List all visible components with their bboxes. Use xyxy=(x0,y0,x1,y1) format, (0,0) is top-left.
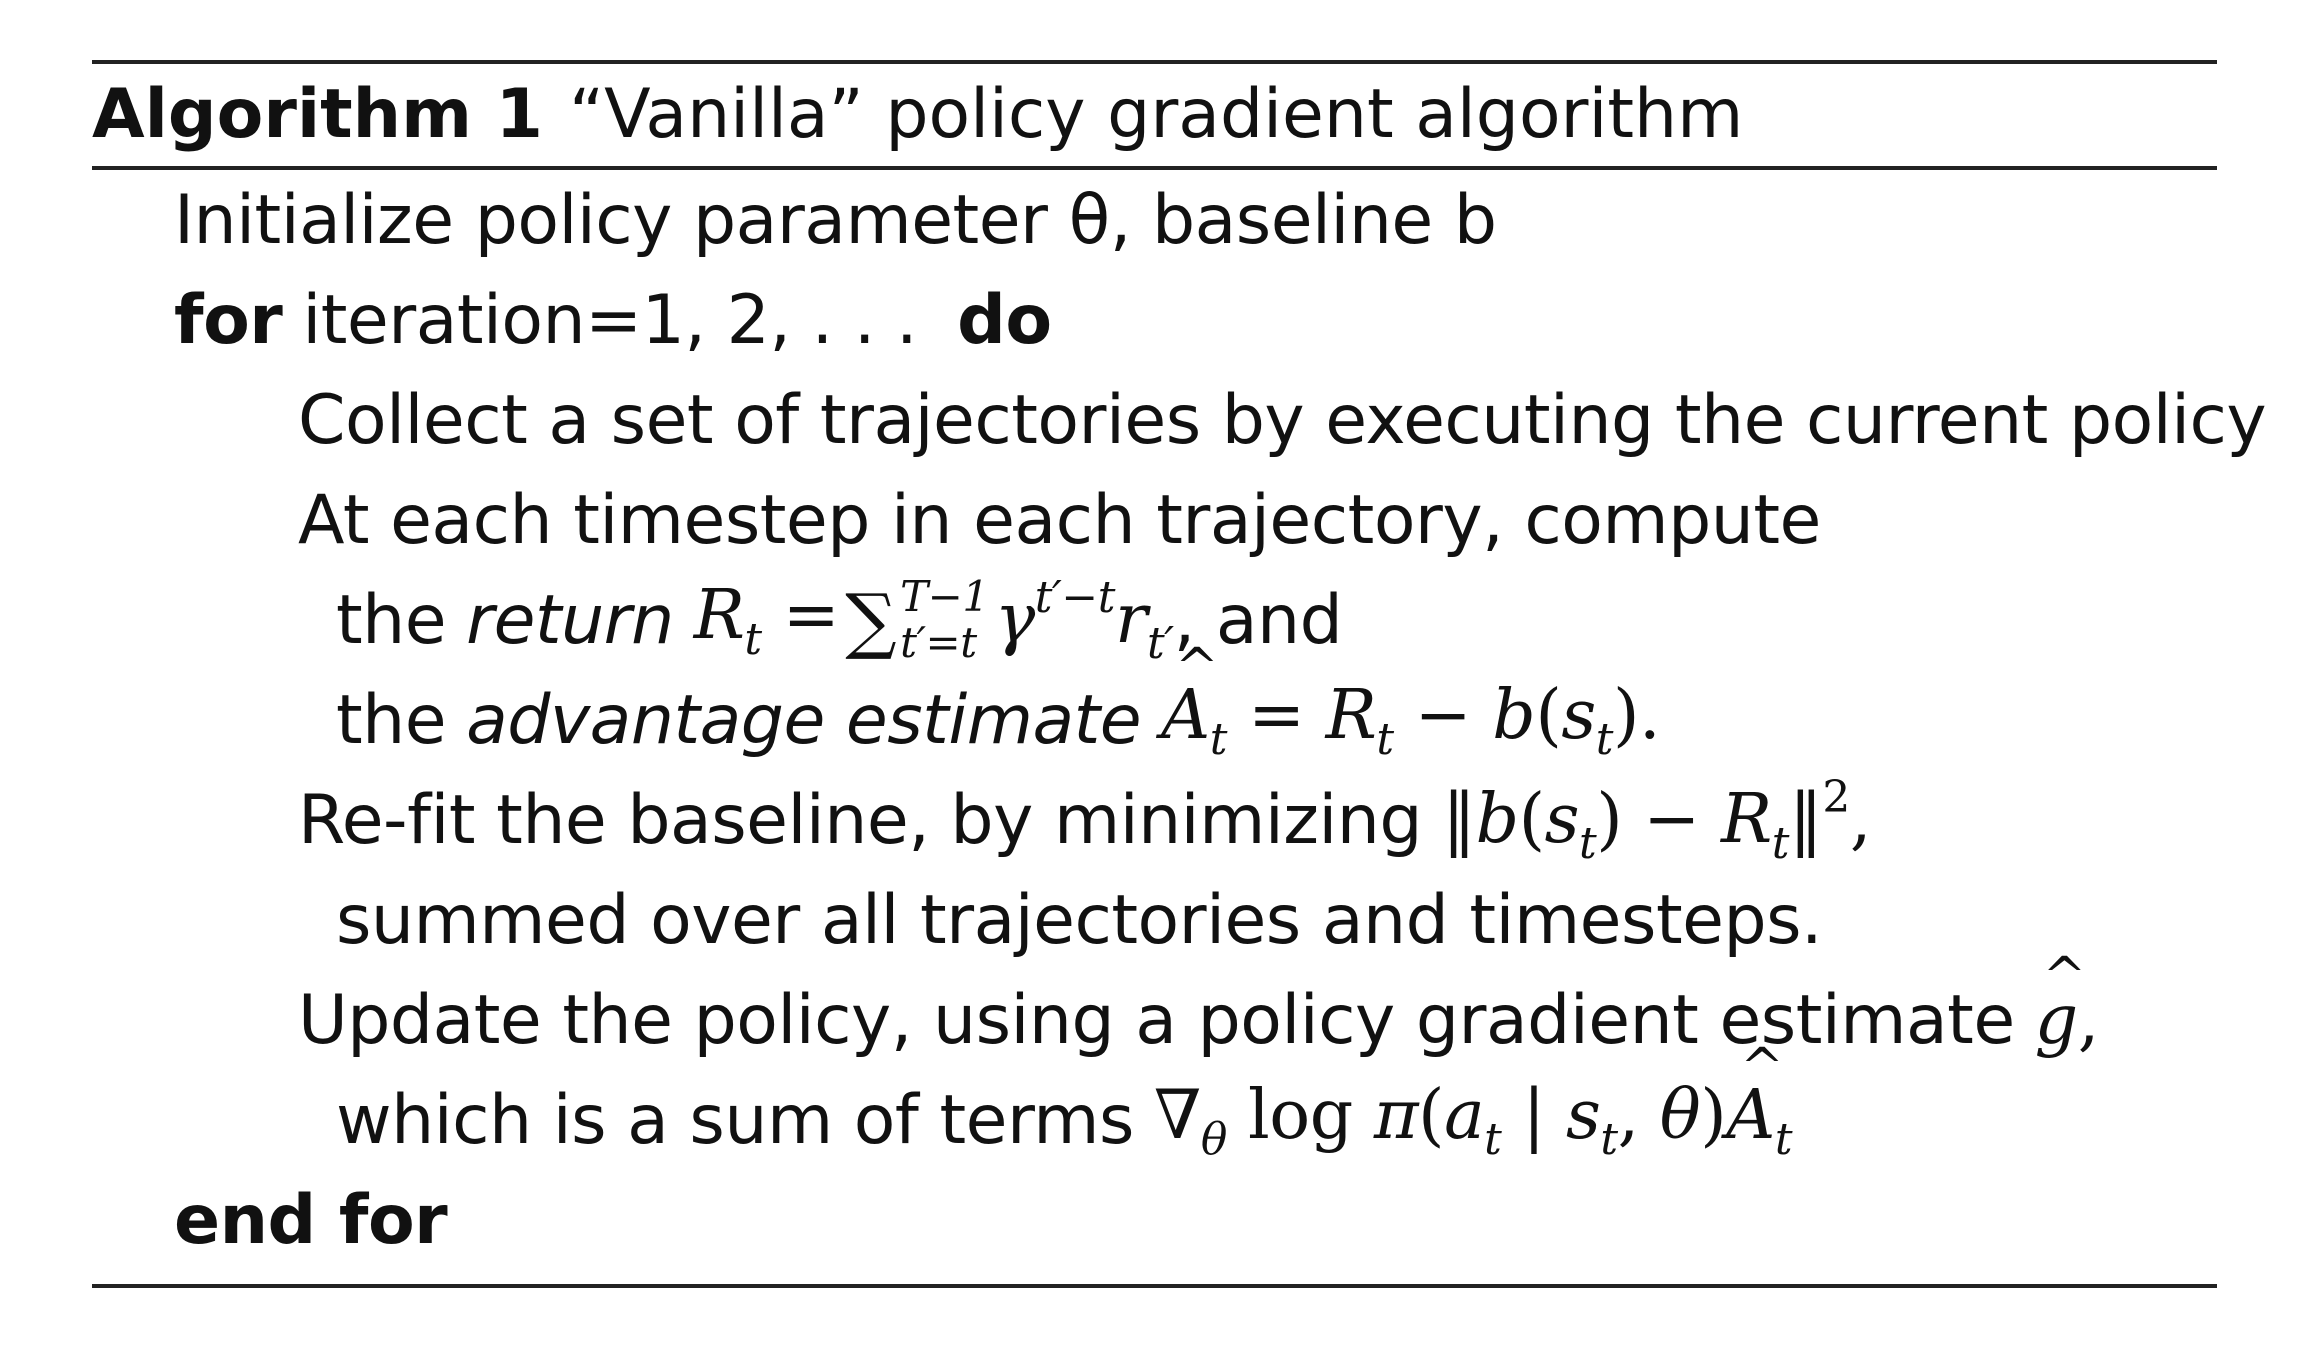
which-text: which is a sum of terms xyxy=(336,1080,1134,1160)
at-each-text: At each timestep in each trajectory, compute xyxy=(298,480,1821,560)
line-refit xyxy=(92,770,2217,870)
return-word: return xyxy=(466,580,674,660)
refit-text: Re-fit the baseline, by minimizing xyxy=(298,780,1423,860)
update-text: Update the policy, using a policy gradient estimate xyxy=(298,980,2015,1060)
line-at-each xyxy=(92,470,2217,570)
line-for xyxy=(92,270,2217,370)
return-prefix: the xyxy=(336,580,447,660)
do-keyword: do xyxy=(957,280,1052,360)
initialize-text: Initialize policy parameter θ, baseline b xyxy=(174,180,1497,260)
algorithm-title: “Vanilla” policy gradient algorithm xyxy=(568,74,1744,154)
advantage-word: advantage estimate xyxy=(466,680,1142,760)
refit-formula: $‖b(s_t)$ − $R_t‖^2$, xyxy=(1442,771,1871,869)
algorithm-block xyxy=(92,60,2267,1288)
for-iteration: iteration=1, 2, . . . xyxy=(302,280,918,360)
sum-upper-limit: T−1 xyxy=(900,572,989,621)
advantage-prefix: the xyxy=(336,680,447,760)
summed-text: summed over all trajectories and timesteps. xyxy=(336,880,1823,960)
return-suffix: , and xyxy=(1173,580,1343,660)
discounted-reward: $\gamma^{t'-t}r_{t'}$ xyxy=(994,571,1174,669)
line-end-for xyxy=(92,1170,2217,1270)
policy-gradient-term: $\nabla_\theta$ $\log \pi(a_t$ | $s_t$, θ)^ $A_t$ xyxy=(1154,1076,1792,1165)
for-keyword: for xyxy=(174,280,283,360)
line-update xyxy=(92,970,2217,1070)
line-collect xyxy=(92,370,2267,470)
gradient-estimate: ^ g, xyxy=(2035,981,2099,1060)
line-advantage xyxy=(92,670,2217,770)
algorithm-label: Algorithm 1 xyxy=(92,74,543,154)
line-which xyxy=(92,1070,2217,1170)
return-formula: $R_t$ = xyxy=(693,575,840,665)
advantage-formula: ^ $A_t = R_t - b(s_t)$. xyxy=(1161,676,1660,765)
line-initialize xyxy=(92,170,2217,270)
sum-operator: ∑ T−1 t′=t xyxy=(845,572,989,667)
collect-text: Collect a set of trajectories by executing the current policy xyxy=(298,380,2267,460)
algorithm-title-row xyxy=(92,64,2217,164)
end-for-keyword: end for xyxy=(174,1180,448,1260)
line-summed xyxy=(92,870,2217,970)
sum-lower-limit: t′=t xyxy=(900,618,977,667)
line-return xyxy=(92,570,2217,670)
bottom-rule xyxy=(92,1284,2217,1288)
